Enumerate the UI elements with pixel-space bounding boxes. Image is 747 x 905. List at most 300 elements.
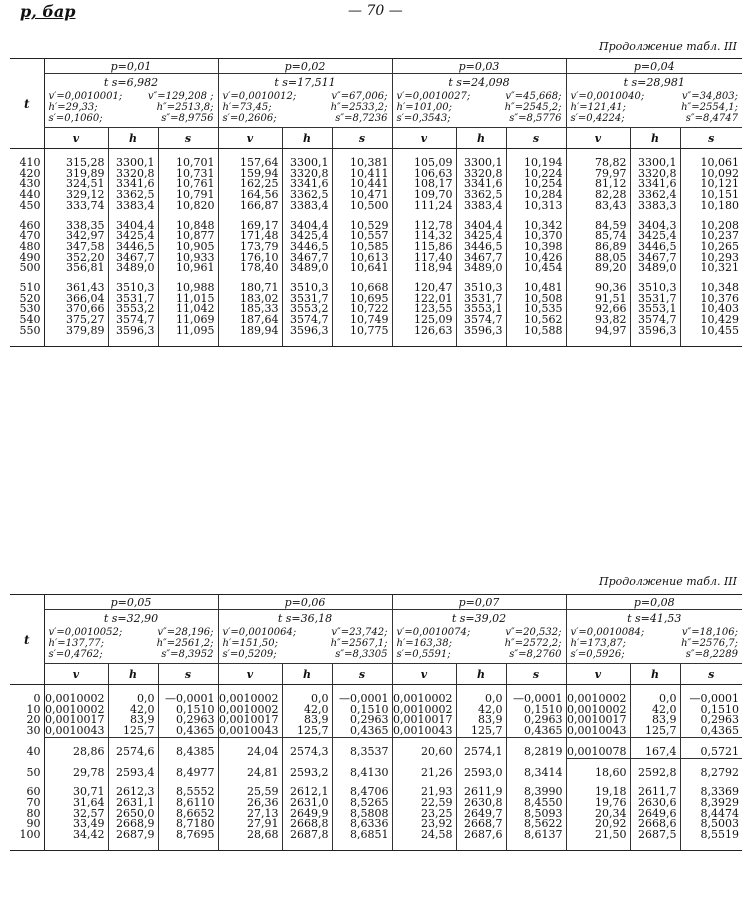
value-cell: 2631,1 xyxy=(108,798,158,809)
value-cell: 8,5265 xyxy=(332,798,392,809)
value-cell: 125,7 xyxy=(282,726,332,737)
value-cell: 2687,9 xyxy=(108,830,158,841)
value-cell: 10,877 xyxy=(158,231,218,242)
temperature-cell: 50 xyxy=(26,765,41,779)
column-header-h: h xyxy=(282,128,332,149)
value-cell: 2687,5 xyxy=(630,830,680,841)
value-cell: 10,508 xyxy=(506,294,566,305)
value-cell: 0,2963 xyxy=(680,715,742,726)
value-cell: 2668,7 xyxy=(456,819,506,830)
property-h2: h″=2572,2; xyxy=(504,638,562,649)
value-cell: 2649,6 xyxy=(630,809,680,820)
value-cell: 3596,3 xyxy=(630,326,680,337)
column-subheader-row xyxy=(10,128,742,149)
value-cell: 2593,4 xyxy=(108,768,158,779)
value-cell: 8,6110 xyxy=(158,798,218,809)
value-cell: 3531,7 xyxy=(630,294,680,305)
value-cell: 22,59 xyxy=(392,798,456,809)
value-cell: 3467,7 xyxy=(108,253,158,264)
property-h1: h′=73,45; xyxy=(222,102,272,113)
property-h2: h″=2533,2; xyxy=(330,102,388,113)
value-cell: 2630,6 xyxy=(630,798,680,809)
value-cell: 120,47 xyxy=(392,283,456,294)
property-h1: h′=121,41; xyxy=(570,102,626,113)
value-cell: 0,0010043 xyxy=(566,726,630,737)
value-cell: 10,321 xyxy=(680,263,742,274)
value-cell: 0,0010002 xyxy=(44,694,108,705)
value-cell: 3404,4 xyxy=(108,221,158,232)
value-cell: 20,60 xyxy=(392,747,456,758)
value-cell: 8,6336 xyxy=(332,819,392,830)
property-h1: h′=173,87; xyxy=(570,638,626,649)
value-cell: 2668,9 xyxy=(108,819,158,830)
value-cell: 10,557 xyxy=(332,231,392,242)
property-s2: s″=8,4747 xyxy=(685,113,739,124)
value-cell: 3531,7 xyxy=(108,294,158,305)
value-cell: 10,562 xyxy=(506,315,566,326)
value-cell: 85,74 xyxy=(566,231,630,242)
value-cell: 3300,1 xyxy=(282,158,332,169)
property-v2: v″=18,106; xyxy=(681,627,739,638)
value-cell: 8,4130 xyxy=(332,768,392,779)
column-header-v: v xyxy=(392,128,456,149)
value-cell: 8,4550 xyxy=(506,798,566,809)
value-cell: 10,585 xyxy=(332,242,392,253)
value-cell: 118,94 xyxy=(392,263,456,274)
value-cell: 3467,7 xyxy=(630,253,680,264)
table-end xyxy=(10,337,742,347)
value-cell: 10,224 xyxy=(506,169,566,180)
value-cell: 3446,5 xyxy=(108,242,158,253)
value-cell: 125,7 xyxy=(630,726,680,737)
value-cell: —0,0001 xyxy=(332,694,392,705)
value-cell: 0,0010078 xyxy=(566,747,630,758)
value-cell: 10,370 xyxy=(506,231,566,242)
property-s1: s′=0,5591; xyxy=(396,649,451,660)
value-cell: 32,57 xyxy=(44,809,108,820)
value-cell: —0,0001 xyxy=(506,694,566,705)
value-cell: 3341,6 xyxy=(630,179,680,190)
value-cell: 11,069 xyxy=(158,315,218,326)
value-cell: 2649,9 xyxy=(282,809,332,820)
value-cell: 10,848 xyxy=(158,221,218,232)
value-cell: 3341,6 xyxy=(456,179,506,190)
value-cell: 84,59 xyxy=(566,221,630,232)
value-cell: 8,5093 xyxy=(506,809,566,820)
value-cell: 10,061 xyxy=(680,158,742,169)
column-header-v: v xyxy=(218,128,282,149)
value-cell: 361,43 xyxy=(44,283,108,294)
value-cell: 3404,4 xyxy=(282,221,332,232)
value-cell: 8,3990 xyxy=(506,787,566,798)
value-cell: 10,761 xyxy=(158,179,218,190)
value-cell: 26,36 xyxy=(218,798,282,809)
value-cell: 24,58 xyxy=(392,830,456,841)
value-cell: 10,500 xyxy=(332,201,392,212)
value-cell: 3383,4 xyxy=(108,201,158,212)
value-cell: 3383,4 xyxy=(456,201,506,212)
saturation-properties-row xyxy=(10,90,742,128)
value-cell: 10,265 xyxy=(680,242,742,253)
table-end xyxy=(10,841,742,851)
value-cell: 123,55 xyxy=(392,304,456,315)
value-cell: 10,905 xyxy=(158,242,218,253)
property-s2: s″=8,2760 xyxy=(509,649,562,660)
continuation-caption-1: Продолжение табл. III xyxy=(599,40,737,53)
column-header-h: h xyxy=(456,664,506,685)
temperature-cell: 460 xyxy=(19,218,41,232)
value-cell: 10,208 xyxy=(680,221,742,232)
value-cell: 8,3537 xyxy=(332,747,392,758)
table-row xyxy=(10,726,742,737)
value-cell: 114,32 xyxy=(392,231,456,242)
value-cell: 0,2963 xyxy=(506,715,566,726)
value-cell: 3574,7 xyxy=(282,315,332,326)
value-cell: 8,7180 xyxy=(158,819,218,830)
value-cell: 3446,5 xyxy=(630,242,680,253)
value-cell: 8,5808 xyxy=(332,809,392,820)
value-cell: 8,6851 xyxy=(332,830,392,841)
value-cell: 8,5552 xyxy=(158,787,218,798)
property-h2: h″=2545,2; xyxy=(504,102,562,113)
value-cell: 3404,3 xyxy=(630,221,680,232)
value-cell: 10,441 xyxy=(332,179,392,190)
value-cell: 28,86 xyxy=(44,747,108,758)
value-cell: 8,2792 xyxy=(680,768,742,779)
value-cell: 3531,7 xyxy=(282,294,332,305)
property-h2: h″=2561,2; xyxy=(156,638,214,649)
temperature-cell: 510 xyxy=(19,281,41,295)
value-cell: 10,820 xyxy=(158,201,218,212)
saturation-temperature: t s=24,098 xyxy=(392,74,566,91)
value-cell: 23,25 xyxy=(392,809,456,820)
value-cell: 8,3929 xyxy=(680,798,742,809)
temperature-cell: 440 xyxy=(19,188,41,202)
saturation-properties xyxy=(44,90,218,128)
value-cell: 157,64 xyxy=(218,158,282,169)
saturation-temperature: t s=6,982 xyxy=(44,74,218,91)
value-cell: 10,121 xyxy=(680,179,742,190)
temperature-cell: 420 xyxy=(19,166,41,180)
property-v2: v″=34,803; xyxy=(681,91,739,102)
value-cell: 162,25 xyxy=(218,179,282,190)
value-cell: 0,0010017 xyxy=(218,715,282,726)
value-cell: 3425,4 xyxy=(108,231,158,242)
value-cell: 8,4385 xyxy=(158,747,218,758)
saturation-temperature: t s=28,981 xyxy=(566,74,742,91)
saturation-temperature: t s=17,511 xyxy=(218,74,392,91)
property-s1: s′=0,4224; xyxy=(570,113,625,124)
value-cell: 10,376 xyxy=(680,294,742,305)
property-h1: h′=163,38; xyxy=(396,638,452,649)
value-cell: 42,0 xyxy=(456,705,506,716)
value-cell: 164,56 xyxy=(218,190,282,201)
temperature-cell: 520 xyxy=(19,291,41,305)
column-header-v: v xyxy=(44,664,108,685)
value-cell: 3574,7 xyxy=(108,315,158,326)
value-cell: 3596,3 xyxy=(456,326,506,337)
value-cell: 10,151 xyxy=(680,190,742,201)
column-header-v: v xyxy=(44,128,108,149)
property-v2: v″=28,196; xyxy=(157,627,214,638)
value-cell: 94,97 xyxy=(566,326,630,337)
property-v2: v″=20,532; xyxy=(505,627,562,638)
value-cell: 3489,0 xyxy=(630,263,680,274)
value-cell: 2574,3 xyxy=(282,747,332,758)
value-cell: 33,49 xyxy=(44,819,108,830)
temperature-cell: 10 xyxy=(26,702,41,716)
value-cell: 10,641 xyxy=(332,263,392,274)
value-cell: 10,194 xyxy=(506,158,566,169)
value-cell: 126,63 xyxy=(392,326,456,337)
temperature-cell: 490 xyxy=(19,250,41,264)
value-cell: 8,5622 xyxy=(506,819,566,830)
value-cell: 10,731 xyxy=(158,169,218,180)
value-cell: 0,0 xyxy=(456,694,506,705)
value-cell: 10,535 xyxy=(506,304,566,315)
temperature-cell: 70 xyxy=(26,795,41,809)
value-cell: 34,42 xyxy=(44,830,108,841)
property-v2: v″=23,742; xyxy=(331,627,388,638)
value-cell: 11,015 xyxy=(158,294,218,305)
value-cell: 10,588 xyxy=(506,326,566,337)
value-cell: 2611,7 xyxy=(630,787,680,798)
temperature-cell: 410 xyxy=(19,156,41,169)
value-cell: 315,28 xyxy=(44,158,108,169)
value-cell: 83,9 xyxy=(282,715,332,726)
value-cell: 93,82 xyxy=(566,315,630,326)
value-cell: 324,51 xyxy=(44,179,108,190)
value-cell: 10,529 xyxy=(332,221,392,232)
value-cell: 2650,0 xyxy=(108,809,158,820)
value-cell: 8,4977 xyxy=(158,768,218,779)
t-column-header: t xyxy=(10,595,44,685)
value-cell: 10,454 xyxy=(506,263,566,274)
value-cell: 3300,1 xyxy=(630,158,680,169)
page-number: — 70 — xyxy=(348,3,403,19)
temperature-cell: 480 xyxy=(19,239,41,253)
value-cell: 10,791 xyxy=(158,190,218,201)
value-cell: 125,7 xyxy=(108,726,158,737)
column-header-v: v xyxy=(566,128,630,149)
value-cell: 3510,3 xyxy=(108,283,158,294)
value-cell: 2592,8 xyxy=(630,768,680,779)
value-cell: 42,0 xyxy=(108,705,158,716)
value-cell: 171,48 xyxy=(218,231,282,242)
value-cell: 105,09 xyxy=(392,158,456,169)
property-v1: v′=0,0010001; xyxy=(48,91,123,102)
pressure-label: p=0,03 xyxy=(392,59,566,74)
value-cell: 3489,0 xyxy=(456,263,506,274)
value-cell: 0,4365 xyxy=(506,726,566,737)
value-cell: 8,7695 xyxy=(158,830,218,841)
value-cell: 20,34 xyxy=(566,809,630,820)
saturation-properties xyxy=(218,626,392,664)
property-h1: h′=101,00; xyxy=(396,102,452,113)
value-cell: 187,64 xyxy=(218,315,282,326)
value-cell: 3596,3 xyxy=(282,326,332,337)
value-cell: 2612,3 xyxy=(108,787,158,798)
value-cell: 3425,4 xyxy=(456,231,506,242)
value-cell: 83,9 xyxy=(108,715,158,726)
property-s2: s″=8,2289 xyxy=(685,649,739,660)
property-v1: v′=0,0010027; xyxy=(396,91,471,102)
value-cell: 0,0010002 xyxy=(566,694,630,705)
value-cell: 108,17 xyxy=(392,179,456,190)
value-cell: 82,28 xyxy=(566,190,630,201)
value-cell: 0,0010002 xyxy=(218,705,282,716)
value-cell: 10,668 xyxy=(332,283,392,294)
value-cell: 370,66 xyxy=(44,304,108,315)
temperature-cell: 430 xyxy=(19,177,41,191)
value-cell: 112,78 xyxy=(392,221,456,232)
saturation-row xyxy=(10,610,742,627)
temperature-cell: 550 xyxy=(19,323,41,337)
value-cell: 3553,2 xyxy=(108,304,158,315)
value-cell: 10,481 xyxy=(506,283,566,294)
value-cell: 122,01 xyxy=(392,294,456,305)
value-cell: 2630,8 xyxy=(456,798,506,809)
table-row xyxy=(10,768,742,779)
temperature-cell: 60 xyxy=(26,785,41,799)
value-cell: 81,12 xyxy=(566,179,630,190)
temperature-cell: 0 xyxy=(33,692,41,705)
value-cell: 0,5721 xyxy=(680,747,742,758)
property-h1: h′=151,50; xyxy=(222,638,278,649)
property-v2: v″=67,006; xyxy=(331,91,388,102)
value-cell: 8,3414 xyxy=(506,768,566,779)
value-cell: —0,0001 xyxy=(158,694,218,705)
temperature-cell: 530 xyxy=(19,302,41,316)
value-cell: 0,0010002 xyxy=(44,705,108,716)
value-cell: 185,33 xyxy=(218,304,282,315)
property-s1: s′=0,5209; xyxy=(222,649,277,660)
value-cell: 0,4365 xyxy=(158,726,218,737)
saturation-properties xyxy=(44,626,218,664)
value-cell: 3425,4 xyxy=(282,231,332,242)
value-cell: 0,2963 xyxy=(332,715,392,726)
value-cell: 79,97 xyxy=(566,169,630,180)
temperature-cell: 470 xyxy=(19,229,41,243)
table-row xyxy=(10,830,742,841)
value-cell: 10,398 xyxy=(506,242,566,253)
value-cell: 115,86 xyxy=(392,242,456,253)
value-cell: 10,961 xyxy=(158,263,218,274)
value-cell: 2687,8 xyxy=(282,830,332,841)
value-cell: 10,613 xyxy=(332,253,392,264)
value-cell: 21,26 xyxy=(392,768,456,779)
value-cell: 3510,3 xyxy=(456,283,506,294)
saturation-properties xyxy=(218,90,392,128)
value-cell: 2631,0 xyxy=(282,798,332,809)
value-cell: 10,254 xyxy=(506,179,566,190)
value-cell: 10,381 xyxy=(332,158,392,169)
value-cell: 83,43 xyxy=(566,201,630,212)
column-header-s: s xyxy=(506,128,566,149)
unit-label: р, бар xyxy=(20,2,76,21)
value-cell: 91,51 xyxy=(566,294,630,305)
continuation-caption-2: Продолжение табл. III xyxy=(599,575,737,588)
saturation-properties xyxy=(392,626,566,664)
steam-table-1 xyxy=(10,58,742,347)
property-v1: v′=0,0010084; xyxy=(570,627,645,638)
value-cell: 3341,6 xyxy=(108,179,158,190)
property-s1: s′=0,3543; xyxy=(396,113,451,124)
value-cell: 3553,2 xyxy=(282,304,332,315)
table-row xyxy=(10,201,742,212)
value-cell: 86,89 xyxy=(566,242,630,253)
value-cell: 189,94 xyxy=(218,326,282,337)
column-header-s: s xyxy=(680,664,742,685)
value-cell: 0,0010002 xyxy=(218,694,282,705)
column-header-h: h xyxy=(108,664,158,685)
value-cell: 21,93 xyxy=(392,787,456,798)
column-header-h: h xyxy=(108,128,158,149)
pressure-label: p=0,02 xyxy=(218,59,392,74)
value-cell: 78,82 xyxy=(566,158,630,169)
column-header-v: v xyxy=(566,664,630,685)
property-v1: v′=0,0010064; xyxy=(222,627,297,638)
steam-table-2 xyxy=(10,594,742,851)
column-header-v: v xyxy=(218,664,282,685)
property-v2: v″=45,668; xyxy=(505,91,562,102)
value-cell: 89,20 xyxy=(566,263,630,274)
saturation-temperature: t s=32,90 xyxy=(44,610,218,627)
value-cell: 3300,1 xyxy=(108,158,158,169)
value-cell: 10,403 xyxy=(680,304,742,315)
value-cell: 3320,8 xyxy=(108,169,158,180)
value-cell: 23,92 xyxy=(392,819,456,830)
value-cell: 3362,5 xyxy=(282,190,332,201)
value-cell: 10,775 xyxy=(332,326,392,337)
value-cell: 3489,0 xyxy=(108,263,158,274)
value-cell: 42,0 xyxy=(282,705,332,716)
value-cell: 3574,7 xyxy=(630,315,680,326)
value-cell: 18,60 xyxy=(566,768,630,779)
pressure-label: p=0,04 xyxy=(566,59,742,74)
temperature-cell: 450 xyxy=(19,198,41,212)
column-subheader-row xyxy=(10,664,742,685)
value-cell: 0,4365 xyxy=(332,726,392,737)
property-h1: h′=137,77; xyxy=(48,638,104,649)
value-cell: 10,237 xyxy=(680,231,742,242)
value-cell: 3320,8 xyxy=(456,169,506,180)
value-cell: 42,0 xyxy=(630,705,680,716)
value-cell: 166,87 xyxy=(218,201,282,212)
value-cell: 83,9 xyxy=(630,715,680,726)
value-cell: 10,092 xyxy=(680,169,742,180)
value-cell: 3467,7 xyxy=(282,253,332,264)
pressure-label: p=0,07 xyxy=(392,595,566,610)
value-cell: 10,988 xyxy=(158,283,218,294)
value-cell: 169,17 xyxy=(218,221,282,232)
value-cell: 338,35 xyxy=(44,221,108,232)
value-cell: 111,24 xyxy=(392,201,456,212)
property-v1: v′=0,0010052; xyxy=(48,627,123,638)
value-cell: 27,13 xyxy=(218,809,282,820)
value-cell: 0,0010043 xyxy=(392,726,456,737)
column-header-h: h xyxy=(456,128,506,149)
value-cell: 0,0 xyxy=(630,694,680,705)
value-cell: 3467,7 xyxy=(456,253,506,264)
saturation-properties xyxy=(392,90,566,128)
value-cell: 3446,5 xyxy=(282,242,332,253)
temperature-cell: 40 xyxy=(26,745,41,759)
value-cell: 10,426 xyxy=(506,253,566,264)
value-cell: 0,0010043 xyxy=(44,726,108,737)
property-v1: v′=0,0010074; xyxy=(396,627,471,638)
property-h1: h′=29,33; xyxy=(48,102,98,113)
